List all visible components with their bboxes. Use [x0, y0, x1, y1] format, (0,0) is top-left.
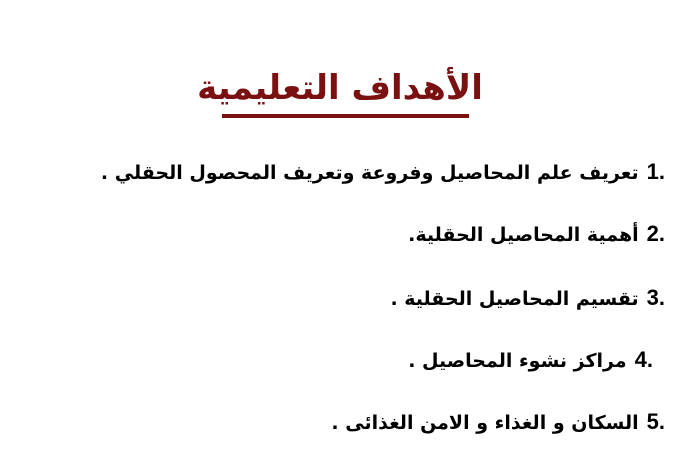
objective-number: 4. [634, 347, 653, 372]
objective-text: مراكز نشوء المحاصيل . [408, 350, 627, 372]
objective-item-1 [101, 158, 665, 187]
objective-item-2 [408, 220, 665, 249]
title-underline [222, 114, 469, 118]
objective-item-5 [331, 408, 665, 437]
slide-title: الأهداف التعليمية [197, 68, 483, 108]
objective-text: تعريف علم المحاصيل وفروعة وتعريف المحصول الحقلي . [100, 162, 639, 184]
objective-number: 5. [646, 409, 665, 434]
objective-item-3 [390, 284, 665, 313]
objective-text: السكان و الغذاء و الامن الغذائى . [331, 412, 639, 434]
objective-number: 3. [646, 285, 665, 310]
objective-item-4 [408, 346, 653, 375]
objective-number: 2. [646, 221, 665, 246]
objective-text: أهمية المحاصيل الحقلية. [408, 224, 639, 246]
objective-text: تقسيم المحاصيل الحقلية . [390, 288, 639, 310]
objective-number: 1. [646, 159, 665, 184]
